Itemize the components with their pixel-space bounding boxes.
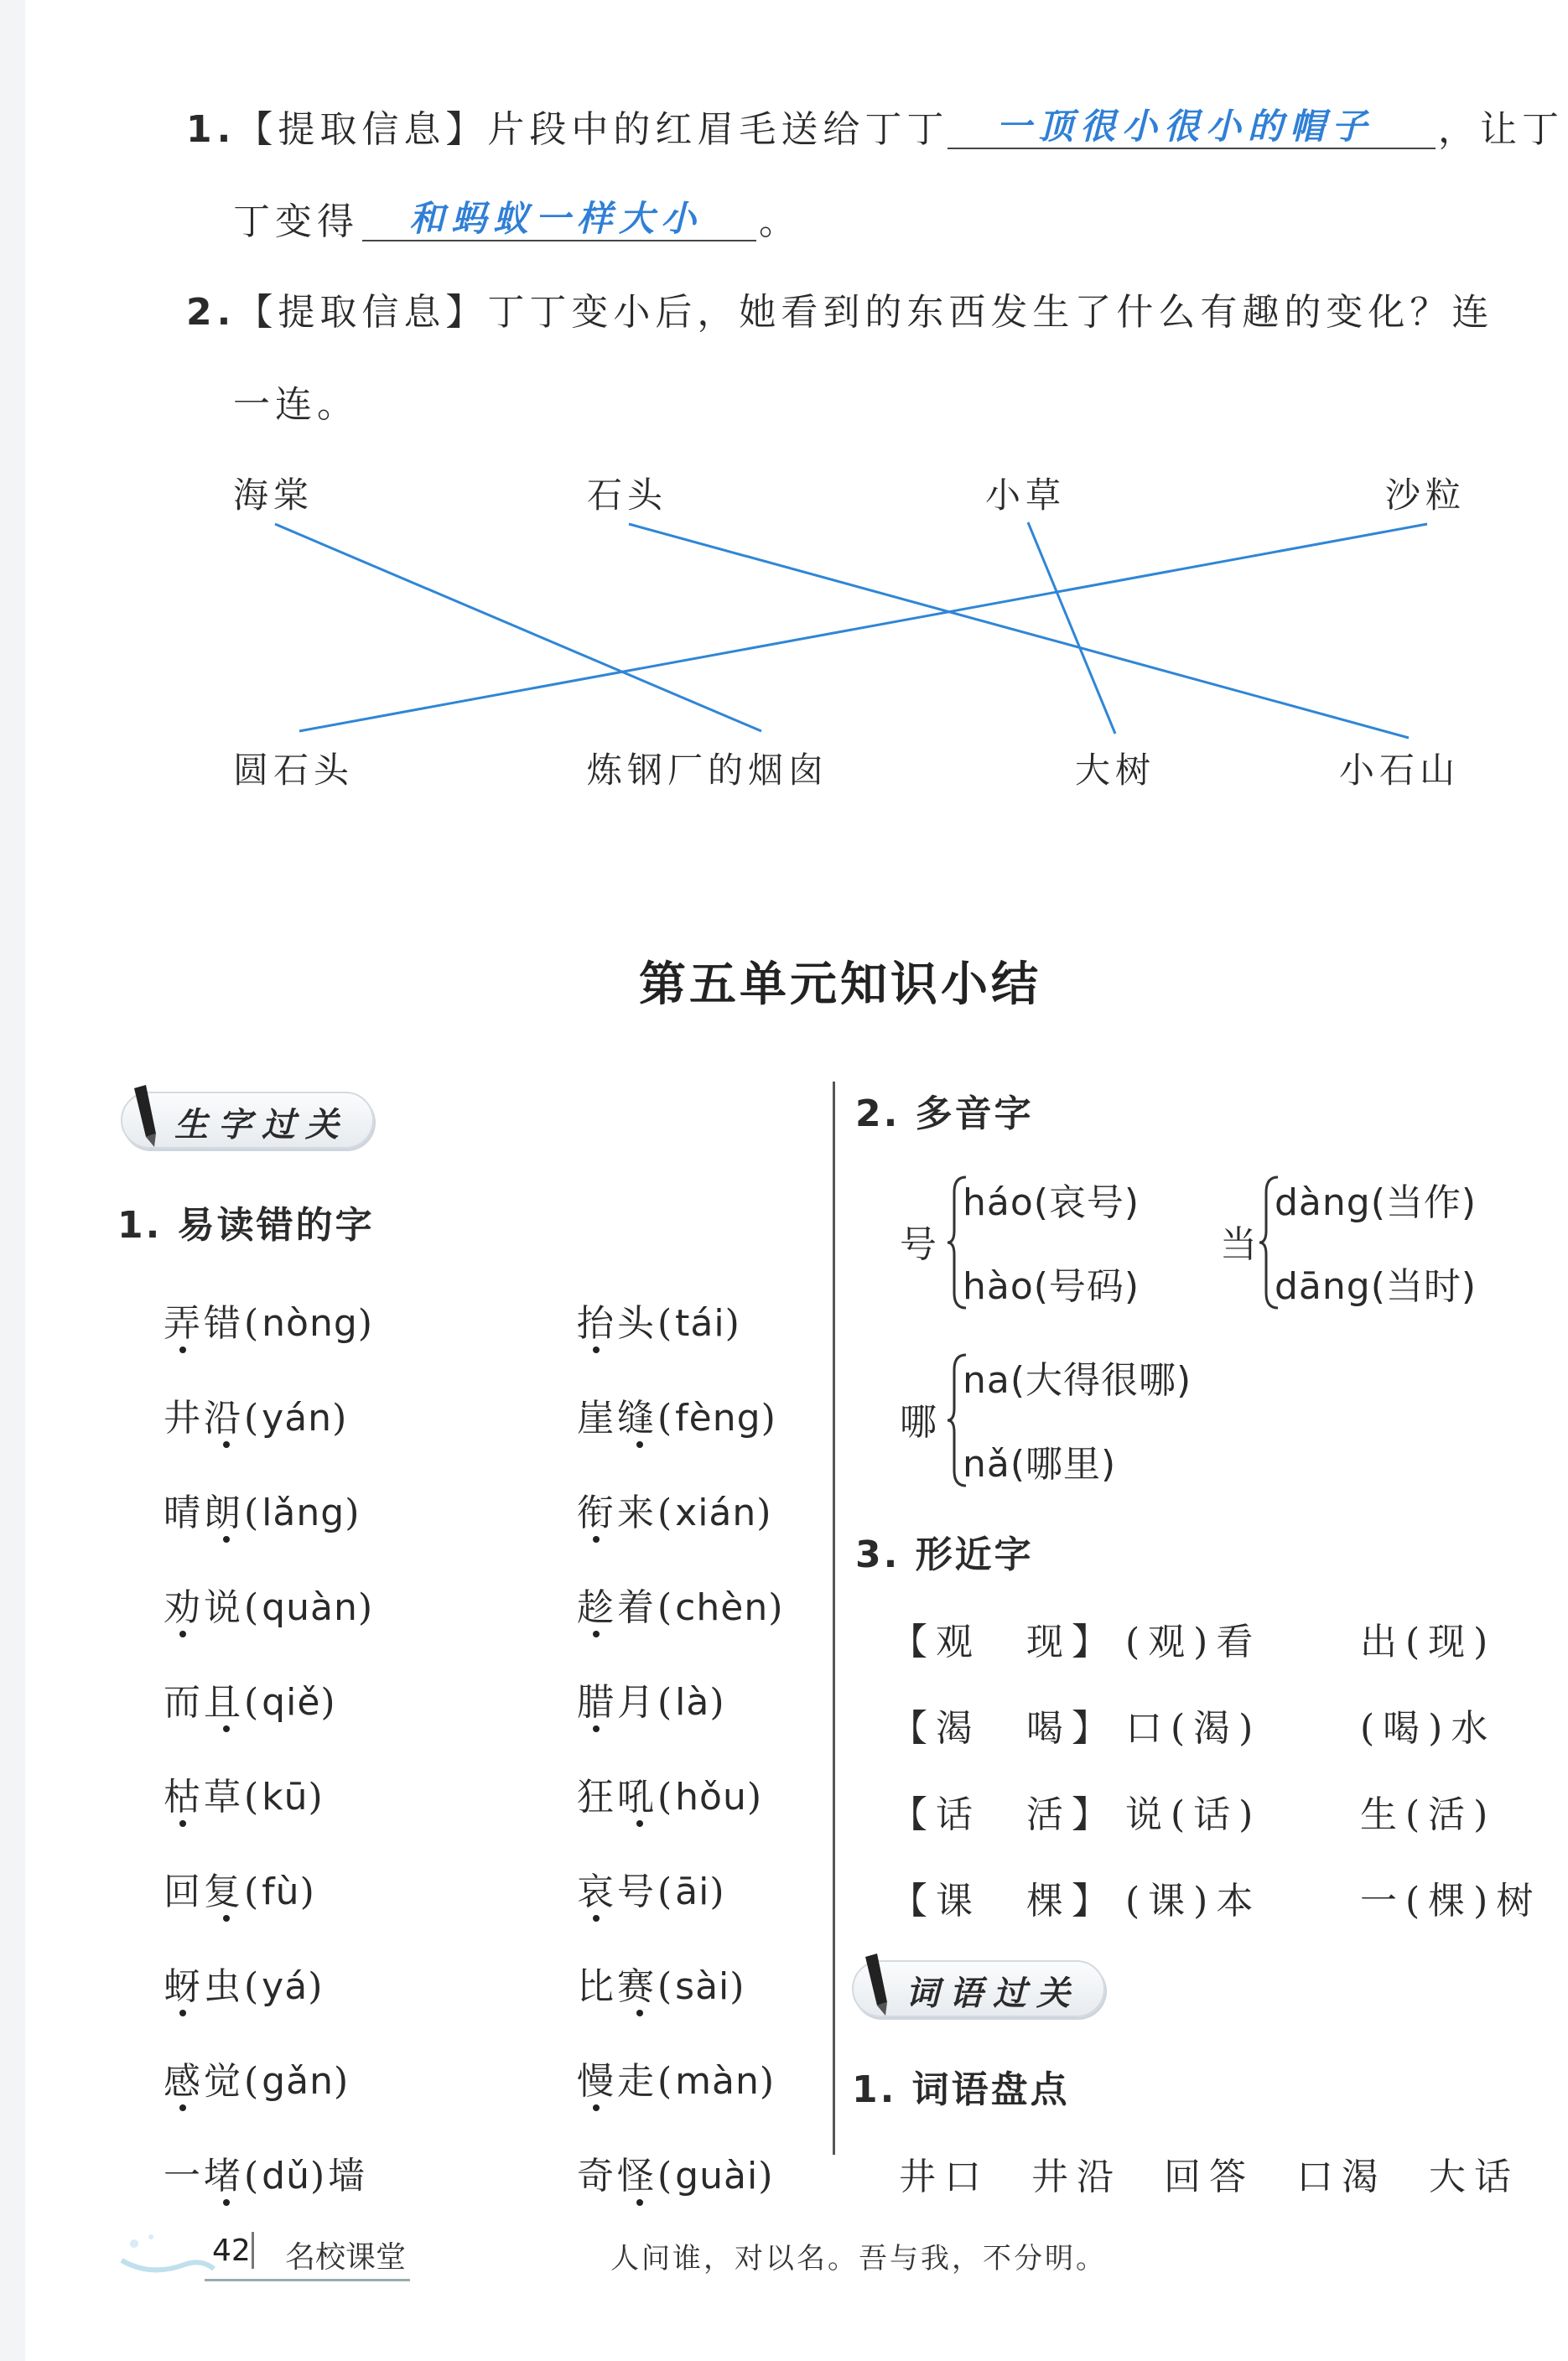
vocab-item: 抬头(tái)	[577, 1302, 743, 1345]
matching-lines	[0, 0, 1568, 838]
review-word: 回答	[1164, 2156, 1254, 2198]
emphasis-dot	[223, 1725, 230, 1732]
pinyin: hǒu	[675, 1776, 747, 1819]
emphasis-dot	[179, 2104, 186, 2111]
emphasis-dot	[593, 1631, 600, 1637]
heading-similar-characters: 3. 形近字	[855, 1533, 1034, 1576]
handwritten-answer-2: 和蚂蚁一样大小	[409, 198, 704, 239]
similar-pair: 【课 棵】	[890, 1880, 1117, 1923]
badge-words	[852, 1960, 1105, 2017]
pinyin: fèng	[675, 1397, 761, 1440]
match-top-2: 石头	[587, 475, 668, 516]
emphasis-dot	[223, 2199, 230, 2206]
vocab-item: 衔来(xián)	[577, 1492, 775, 1534]
vocab-word: 枯草	[164, 1776, 244, 1819]
emphasis-dot	[179, 1347, 186, 1353]
emphasis-dot	[593, 1347, 600, 1353]
pinyin: quàn	[262, 1586, 358, 1629]
match-bottom-4: 小石山	[1339, 750, 1461, 791]
similar-example-a: 说(话)	[1125, 1793, 1262, 1836]
poly-reading-dang-1: dàng(当作)	[1275, 1181, 1477, 1224]
vocab-word: 抬头	[577, 1302, 657, 1345]
match-bottom-3: 大树	[1075, 750, 1156, 791]
poly-reading-hao-1: háo(哀号)	[963, 1181, 1140, 1224]
vocab-word: 崖缝	[577, 1397, 657, 1440]
emphasis-dot	[636, 1441, 643, 1448]
match-line-3	[1028, 522, 1115, 734]
question-text-tail: 。	[759, 200, 801, 243]
match-top-1: 海棠	[233, 475, 314, 516]
vocab-word: 蚜虫	[164, 1965, 244, 2008]
question-2-line2: 一连。	[233, 383, 359, 426]
vocab-word: 奇怪	[577, 2155, 657, 2198]
pinyin: xián	[675, 1492, 757, 1534]
pinyin: āi	[675, 1871, 710, 1913]
vocab-word: 而且	[164, 1681, 244, 1724]
pinyin: guài	[675, 2155, 759, 2198]
vocab-item: 回复(fù)	[164, 1871, 318, 1913]
pinyin: yá	[262, 1965, 309, 2008]
similar-pair: 【渴 喝】	[890, 1707, 1117, 1750]
pinyin: chèn	[675, 1586, 769, 1629]
similar-example-b: 生(活)	[1360, 1793, 1497, 1836]
badge-label: 词语过关	[906, 1974, 1080, 2013]
poly-char-hao: 号	[900, 1223, 940, 1266]
question-number: 1.	[186, 108, 236, 151]
vocab-word: 比赛	[577, 1965, 657, 2008]
badge-label: 生字过关	[174, 1106, 349, 1144]
review-word: 大话	[1429, 2156, 1519, 2198]
pinyin: tái	[675, 1302, 725, 1345]
vocab-item: 晴朗(lǎng)	[164, 1492, 363, 1534]
vocab-item: 趁着(chèn)	[577, 1586, 787, 1629]
vocab-item: 狂吼(hǒu)	[577, 1776, 766, 1819]
match-bottom-2: 炼钢厂的烟囱	[587, 750, 829, 791]
poly-reading-na-1: na(大得很哪)	[963, 1359, 1192, 1402]
emphasis-dot	[636, 1820, 643, 1827]
pinyin: màn	[675, 2060, 760, 2103]
vocab-word: 一堵	[164, 2155, 244, 2198]
similar-example-b: (喝)水	[1360, 1707, 1497, 1750]
match-line-1	[275, 524, 761, 731]
vocab-word: 晴朗	[164, 1492, 244, 1534]
poly-char-dang: 当	[1220, 1223, 1260, 1266]
emphasis-dot	[593, 1725, 600, 1732]
pinyin: nòng	[262, 1302, 358, 1345]
vocab-word: 腊月	[577, 1681, 657, 1724]
column-divider	[833, 1082, 835, 2155]
poly-reading-dang-2: dāng(当时)	[1275, 1265, 1477, 1308]
vocab-item: 崖缝(fèng)	[577, 1397, 779, 1440]
pinyin: yán	[262, 1397, 333, 1440]
question-number: 2.	[186, 291, 236, 334]
emphasis-dot	[223, 1915, 230, 1922]
similar-example-b: 出(现)	[1360, 1621, 1497, 1663]
vocab-word: 井沿	[164, 1397, 244, 1440]
question-1-line2: 丁变得	[233, 200, 359, 243]
vocab-word: 慢走	[577, 2060, 657, 2103]
question-text-tail: ，让丁	[1438, 108, 1564, 151]
emphasis-dot	[223, 1441, 230, 1448]
footer-underline	[205, 2279, 410, 2281]
pencil-icon	[127, 1085, 164, 1152]
vocab-item: 哀号(āi)	[577, 1871, 728, 1913]
match-top-4: 沙粒	[1385, 475, 1467, 516]
pinyin: là	[675, 1681, 710, 1724]
pinyin: qiě	[262, 1681, 321, 1724]
vocab-item: 一堵(dǔ)墙	[164, 2155, 369, 2198]
pinyin: dǔ	[262, 2155, 310, 2198]
match-line-4	[299, 524, 1427, 731]
poly-reading-na-2: nǎ(哪里)	[963, 1443, 1117, 1486]
vocab-item: 慢走(màn)	[577, 2060, 778, 2103]
vocab-item: 比赛(sài)	[577, 1965, 748, 2008]
question-text: 【提取信息】丁丁变小后，她看到的东西发生了什么有趣的变化？连	[236, 291, 1494, 334]
emphasis-dot	[636, 2199, 643, 2206]
emphasis-dot	[179, 1820, 186, 1827]
emphasis-dot	[223, 1536, 230, 1543]
vocab-word: 感觉	[164, 2060, 244, 2103]
similar-pair: 【话 活】	[890, 1793, 1117, 1836]
vocab-word: 劝说	[164, 1586, 244, 1629]
badge-new-characters	[121, 1092, 374, 1149]
poly-reading-hao-2: hào(号码)	[963, 1265, 1140, 1308]
emphasis-dot	[179, 2010, 186, 2016]
vocab-item: 奇怪(guài)	[577, 2155, 776, 2198]
footer-quote: 人问谁，对以名。吾与我，不分明。	[610, 2242, 1107, 2275]
section-title: 第五单元知识小结	[639, 957, 1041, 1012]
handwritten-answer-1: 一顶很小很小的帽子	[996, 106, 1374, 147]
similar-example-b: 一(棵)树	[1360, 1880, 1542, 1923]
vocab-item: 劝说(quàn)	[164, 1586, 376, 1629]
similar-example-a: (观)看	[1125, 1621, 1262, 1663]
emphasis-dot	[593, 2104, 600, 2111]
pencil-icon	[859, 1954, 896, 2021]
question-text: 【提取信息】片段中的红眉毛送给丁丁	[236, 108, 949, 151]
poly-char-na: 哪	[900, 1401, 940, 1444]
similar-example-a: (课)本	[1125, 1880, 1262, 1923]
vocab-word: 弄错	[164, 1302, 244, 1345]
vocab-word: 狂吼	[577, 1776, 657, 1819]
emphasis-dot	[593, 1915, 600, 1922]
heading-misread-characters: 1. 易读错的字	[117, 1204, 375, 1247]
vocab-word: 衔来	[577, 1492, 657, 1534]
pinyin: sài	[675, 1965, 730, 2008]
review-word: 井口	[899, 2156, 989, 2198]
emphasis-dot	[636, 2010, 643, 2016]
heading-word-review: 1. 词语盘点	[852, 2068, 1070, 2111]
review-word: 井沿	[1031, 2156, 1122, 2198]
vocab-item: 弄错(nòng)	[164, 1302, 376, 1345]
footer-brand: 名校课堂	[285, 2240, 407, 2275]
match-top-3: 小草	[985, 475, 1067, 516]
emphasis-dot	[593, 1536, 600, 1543]
vocab-word: 回复	[164, 1871, 244, 1913]
review-word: 口渴	[1296, 2156, 1387, 2198]
vocab-word: 哀号	[577, 1871, 657, 1913]
vocab-item: 感觉(gǎn)	[164, 2060, 352, 2103]
vocab-item: 蚜虫(yá)	[164, 1965, 326, 2008]
vocab-item: 而且(qiě)	[164, 1681, 339, 1724]
vocab-item: 枯草(kū)	[164, 1776, 326, 1819]
heading-polyphonic: 2. 多音字	[855, 1092, 1034, 1135]
vocab-word: 趁着	[577, 1586, 657, 1629]
pinyin: kū	[262, 1776, 309, 1819]
pinyin: lǎng	[262, 1492, 345, 1534]
pinyin: gǎn	[262, 2060, 334, 2103]
emphasis-dot	[179, 1631, 186, 1637]
decorative-swoosh-icon	[117, 2227, 218, 2286]
vocab-item: 井沿(yán)	[164, 1397, 350, 1440]
page-number: 42	[212, 2234, 251, 2268]
match-line-2	[629, 524, 1409, 738]
vocab-suffix: 墙	[328, 2155, 369, 2198]
match-bottom-1: 圆石头	[233, 750, 355, 791]
pinyin: fù	[262, 1871, 300, 1913]
vocab-item: 腊月(là)	[577, 1681, 728, 1724]
footer-divider	[252, 2232, 254, 2269]
similar-pair: 【观 现】	[890, 1621, 1117, 1663]
similar-example-a: 口(渴)	[1125, 1707, 1262, 1750]
